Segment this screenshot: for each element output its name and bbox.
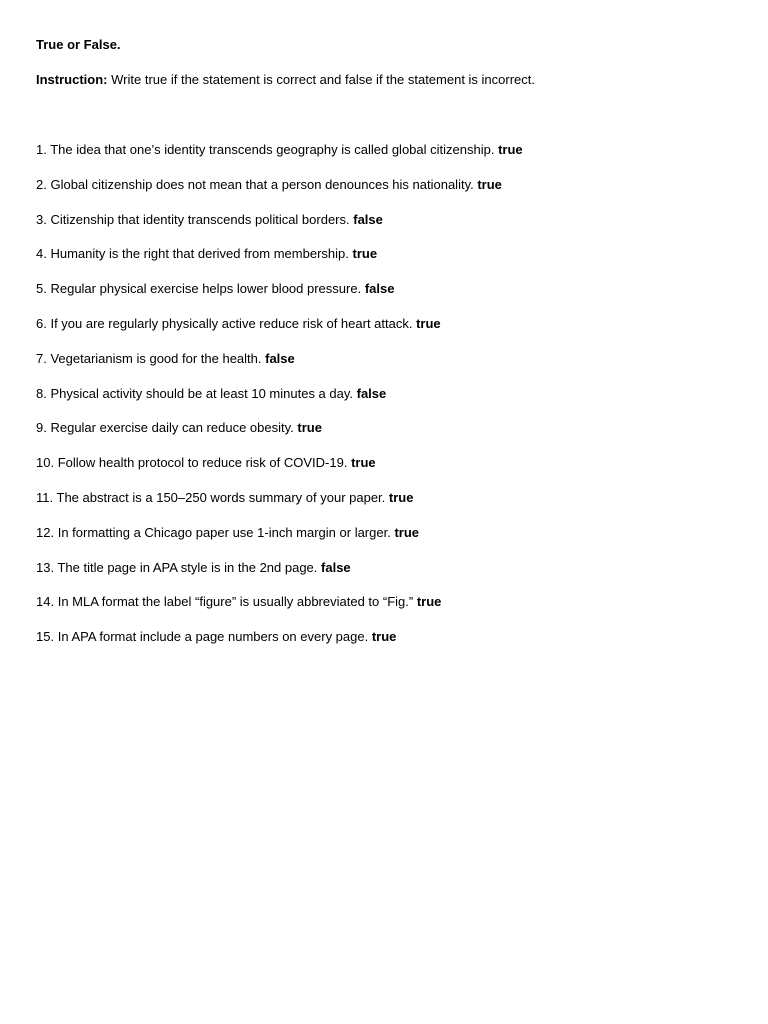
question-answer: true <box>388 489 414 505</box>
document-page <box>36 36 736 663</box>
question-number: 15. <box>36 629 55 645</box>
question-item <box>36 628 736 646</box>
question-answer: false <box>321 559 351 575</box>
question-item <box>36 245 736 263</box>
question-item <box>36 419 736 437</box>
question-statement: Humanity is the right that derived from membership. <box>50 246 349 262</box>
question-item <box>36 559 736 577</box>
question-item <box>36 524 736 542</box>
question-number: 11. <box>36 489 54 505</box>
question-answer: true <box>416 594 442 610</box>
question-statement: Regular exercise daily can reduce obesity. <box>50 420 294 436</box>
instruction-line <box>36 71 736 89</box>
question-answer: true <box>477 176 502 192</box>
question-statement: Global citizenship does not mean that a person denounces his nationality. <box>50 176 474 192</box>
question-number: 8. <box>36 385 47 401</box>
question-number: 1. <box>36 142 47 157</box>
question-answer: false <box>353 211 383 227</box>
question-item <box>36 176 736 194</box>
question-answer: false <box>356 385 387 401</box>
instruction-label: Instruction: <box>36 72 108 87</box>
question-number: 5. <box>36 281 47 297</box>
question-number: 7. <box>36 350 47 366</box>
question-answer: true <box>352 246 378 262</box>
question-number: 2. <box>36 176 47 192</box>
question-item <box>36 141 736 159</box>
question-statement: Physical activity should be at least 10 minutes a day. <box>50 385 353 401</box>
question-item <box>36 280 736 298</box>
question-answer: true <box>297 420 322 436</box>
question-number: 14. <box>36 594 55 610</box>
question-statement: Citizenship that identity transcends political borders. <box>50 211 350 227</box>
question-number: 3. <box>36 211 47 227</box>
question-list <box>36 141 736 646</box>
question-item <box>36 489 736 507</box>
question-statement: In MLA format the label “figure” is usually abbreviated to “Fig.” <box>57 594 414 610</box>
instruction-text: Write true if the statement is correct and false if the statement is incorrect. <box>111 72 536 87</box>
question-answer: true <box>351 455 376 471</box>
question-item <box>36 593 736 611</box>
question-number: 12. <box>36 524 55 540</box>
question-statement: The idea that one’s identity transcends geography is called global citizenship. <box>50 142 495 157</box>
question-statement: Follow health protocol to reduce risk of COVID-19. <box>57 455 348 471</box>
question-statement: Vegetarianism is good for the health. <box>50 350 262 366</box>
question-statement: In APA format include a page numbers on every page. <box>57 629 369 645</box>
question-number: 13. <box>36 559 55 575</box>
question-answer: true <box>394 524 420 540</box>
question-item <box>36 211 736 229</box>
question-item <box>36 315 736 333</box>
question-statement: The abstract is a 150–250 words summary of your paper. <box>56 489 386 505</box>
question-number: 9. <box>36 420 47 436</box>
question-answer: true <box>416 315 441 331</box>
question-statement: In formatting a Chicago paper use 1-inch margin or larger. <box>57 524 391 540</box>
question-statement: The title page in APA style is in the 2nd page. <box>57 559 318 575</box>
question-number: 6. <box>36 315 47 331</box>
question-number: 4. <box>36 246 47 262</box>
question-answer: false <box>364 281 395 297</box>
question-answer: false <box>265 350 295 366</box>
question-statement: Regular physical exercise helps lower blood pressure. <box>50 281 362 297</box>
question-item <box>36 385 736 403</box>
question-answer: true <box>498 142 523 157</box>
question-item <box>36 350 736 368</box>
question-statement: If you are regularly physically active reduce risk of heart attack. <box>50 315 413 331</box>
document-title: True or False. <box>36 37 121 52</box>
question-item <box>36 454 736 472</box>
question-number: 10. <box>36 455 55 471</box>
question-answer: true <box>371 629 397 645</box>
